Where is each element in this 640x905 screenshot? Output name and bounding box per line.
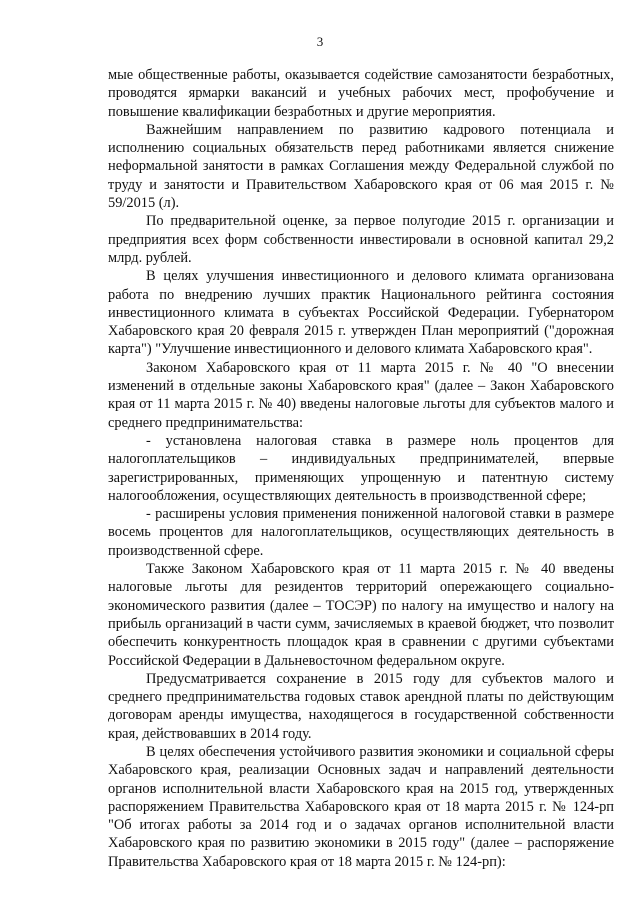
paragraph-sustainable-development: В целях обеспечения устойчивого развития экономики и социальной сферы Хабаровского края, реализации Основных задач и направлений деятельности органов исполнительной власти Хабаровского края на 2015 год, утвержденных распоряжением Правительства Хабаровского края от 18 марта 2015 г. № 124-рп "Об итогах работы за 2014 год и о задачах органов исполнительной власти Хабаровского края по развитию экономики в 2015 году" (далее – распоряжение Правительства Хабаровского края от 18 марта 2015 г. № 124-рп): [108,743,614,870]
paragraph-tosed-benefits: Также Законом Хабаровского края от 11 марта 2015 г. № 40 введены налоговые льготы для резидентов территорий опережающего социально-экономического развития (далее – ТОСЭР) по налогу на имущество и налогу на прибыль организаций в части сумм, зачисляемых в краевой бюджет, что позволит обеспечить конкурентность площадок края в сравнении с другими субъектами Российской Федерации в Дальневосточном федеральном округе. [108,561,614,669]
paragraph-investment-climate: В целях улучшения инвестиционного и делового климата организована работа по внедрению лучших практик Национального рейтинга состояния инвестиционного климата в субъектах Российской Федерации. Губернатором Хабаровского края 20 февраля 2015 г. утвержден План мероприятий ("дорожная карта") "Улучшение инвестиционного и делового климата Хабаровского края". [108,268,614,358]
page-number: 3 [316,34,324,49]
paragraph-informal-employment: Важнейшим направлением по развитию кадрового потенциала и исполнению социальных обязательств перед работниками является снижение неформальной занятости в рамках Соглашения между Федеральной службой по труду и занятости и Правительством Хабаровского края от 06 мая 2015 г. № 59/2015 (л). [108,121,614,212]
paragraph-continuation: мые общественные работы, оказывается содействие самозанятости безработных, проводятся ярмарки вакансий и учебных рабочих мест, профобучение и повышение квалификации безработных и другие мероприятия. [108,67,614,120]
paragraph-reduced-rate: - расширены условия применения пониженной налоговой ставки в размере восемь процентов для налогоплательщиков, осуществляющих деятельность в производственной сфере. [108,506,614,559]
paragraph-rent-rates: Предусматривается сохранение в 2015 году для субъектов малого и среднего предпринимательства годовых ставок арендной платы по действующим договорам аренды имущества, находящегося в государственной собственности края, действовавших в 2014 году. [108,670,614,742]
paragraph-tax-law: Законом Хабаровского края от 11 марта 2015 г. № 40 "О внесении изменений в отдельные законы Хабаровского края" (далее – Закон Хабаровского края от 11 марта 2015 г. № 40) введены налоговые льготы для субъектов малого и среднего предпринимательства: [108,359,614,431]
paragraph-investment-estimate: По предварительной оценке, за первое полугодие 2015 г. организации и предприятия всех форм собственности инвестировали в основной капитал 29,2 млрд. рублей. [108,213,614,266]
paragraph-zero-rate: - установлена налоговая ставка в размере ноль процентов для налогоплательщиков – индивидуальных предпринимателей, впервые зарегистрированных, применяющих упрощенную и патентную систему налогообложения, осуществляющих деятельность в производственной сфере; [108,432,614,504]
document-body [108,66,614,871]
